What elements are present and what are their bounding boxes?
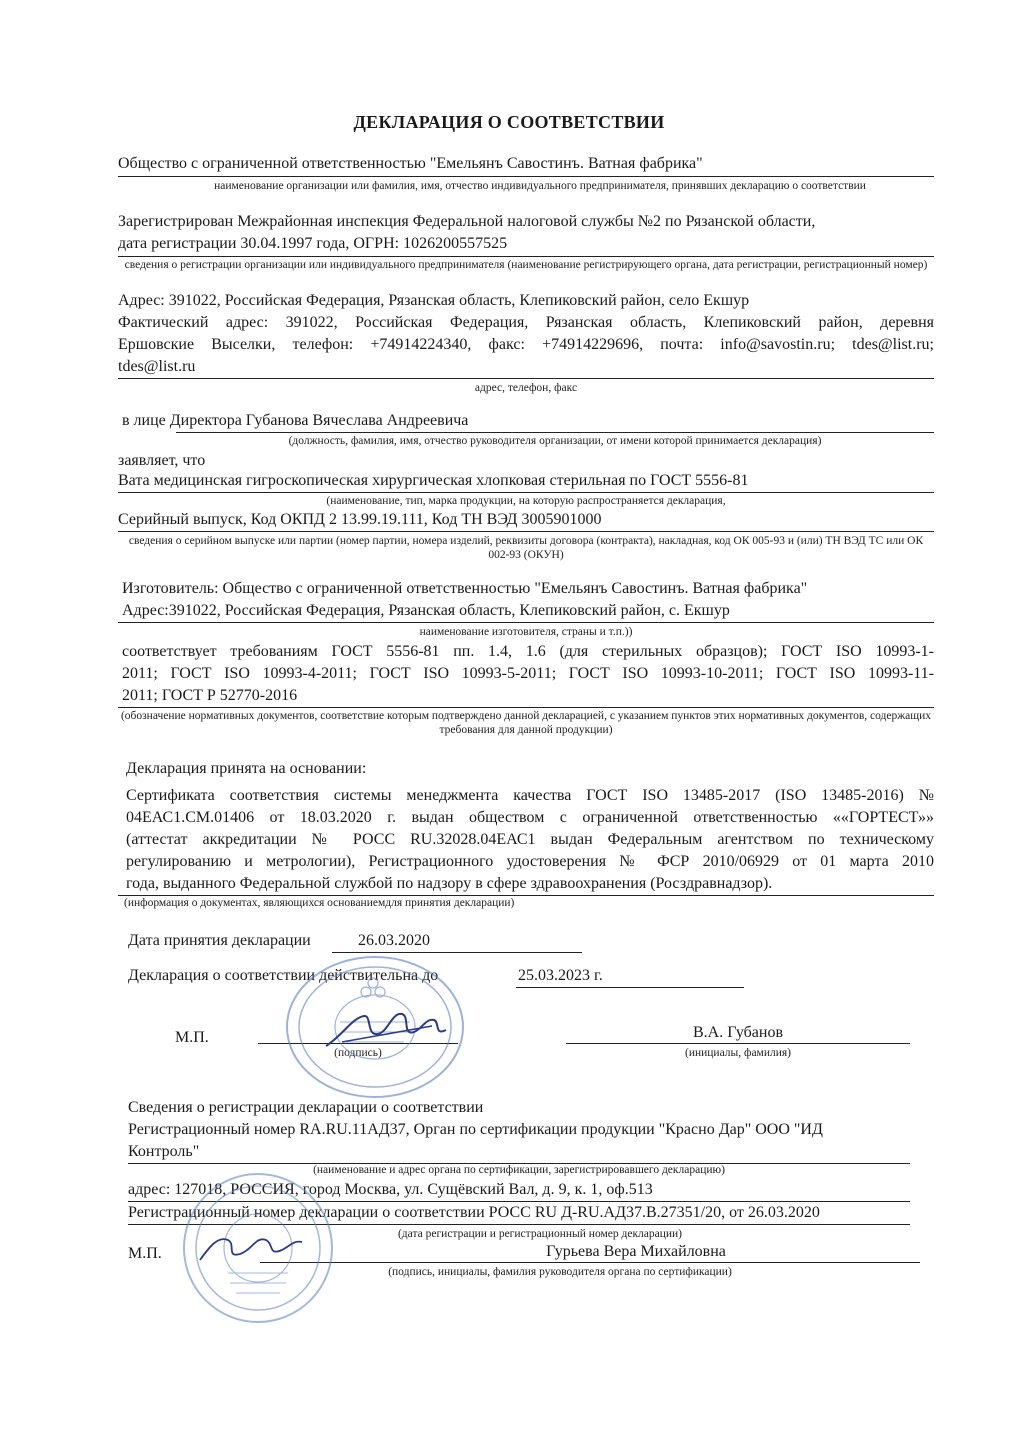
registration-info-caption-1: (наименование и адрес органа по сертификации, зарегистрировавшего декларацию): [313, 1164, 725, 1176]
basis-heading: Декларация принята на основании:: [126, 760, 367, 777]
signature-caption: (подпись): [334, 1047, 382, 1059]
registration-line-2: дата регистрации 30.04.1997 года, ОГРН: 1026200557525: [118, 235, 508, 252]
compliance-line-3: 2011; ГОСТ Р 52770-2016: [122, 687, 298, 704]
representative: в лице Директора Губанова Вячеслава Андреевича: [122, 412, 469, 429]
registration-line-1: Зарегистрирован Межрайонная инспекция Федеральной налоговой службы №2 по Рязанской области,: [118, 213, 816, 230]
manufacturer-line-1: Изготовитель: Общество с ограниченной ответственностью "Емельянъ Савостинъ. Ватная фабрика": [122, 580, 808, 597]
product-name: Вата медицинская гигроскопическая хирургическая хлопковая стерильная по ГОСТ 5556-81: [118, 472, 749, 489]
compliance-line-2: 2011; ГОСТ ISO 10993-4-2011; ГОСТ ISO 10993-5-2011; ГОСТ ISO 10993-10-2011; ГОСТ ISO 10993-11-: [122, 665, 934, 682]
basis-line-5: года, выданного Федеральной службой по надзору в сфере здравоохранения (Росздравнадзор).: [126, 875, 773, 892]
valid-until-label: Декларация о соответствии действительна до: [128, 967, 439, 984]
stamp-place-label: М.П.: [175, 1029, 209, 1046]
manufacturer-caption: наименование изготовителя, страны и т.п.)): [419, 626, 633, 638]
certification-head-name: Гурьева Вера Михайловна: [546, 1243, 726, 1260]
registration-info-line-1: Регистрационный номер RA.RU.11АД37, Орган по сертификации продукции "Красно Дар" ООО "ИД: [128, 1121, 823, 1138]
representative-caption: (должность, фамилия, имя, отчество руководителя организации, от имени которой принимается декларация): [288, 435, 822, 447]
manufacturer-line-2: Адрес:391022, Российская Федерация, Рязанская область, Клепиковский район, с. Екшур: [122, 602, 730, 619]
basis-line-4: регулированию и метрологии), Регистрационного удостоверения № ФСР 2010/06929 от 01 марта 2010: [126, 853, 934, 870]
divider: [118, 707, 934, 708]
stamp-place-label-2: М.П.: [128, 1245, 162, 1262]
compliance-line-1: соответствует требованиям ГОСТ 5556-81 пп. 1.4, 1.6 (для стерильных образцов); ГОСТ ISO 10993-1-: [122, 643, 934, 660]
basis-caption: (информация о документах, являющихся основаниемдля принятия декларации): [124, 897, 515, 909]
signer-name-caption: (инициалы, фамилия): [684, 1047, 792, 1059]
document-title: ДЕКЛАРАЦИЯ О СООТВЕТСТВИИ: [353, 112, 665, 132]
director-signature: [322, 1006, 452, 1054]
signer-name: В.А. Губанов: [692, 1024, 783, 1041]
address-line-1: Адрес: 391022, Российская Федерация, Рязанская область, Клепиковский район, село Екшур: [118, 292, 750, 309]
applicant-name-caption: наименование организации или фамилия, имя, отчество индивидуального предпринимателя, принявших декларацию о соответствии: [214, 180, 866, 192]
declaration-reg-number: Регистрационный номер декларации о соответствии РОСС RU Д-RU.АД37.В.27351/20, от 26.03.2020: [128, 1204, 820, 1221]
accepted-date-label: Дата принятия декларации: [128, 932, 311, 949]
product-name-caption: (наименование, тип, марка продукции, на которую распространяется декларация,: [326, 495, 726, 507]
address-line-3: Ершовские Выселки, телефон: +74914224340, факс: +74914229696, почта: info@savostin.ru; tdes@list.ru;: [118, 336, 934, 353]
applicant-name: Общество с ограниченной ответственностью "Емельянъ Савостинъ. Ватная фабрика": [118, 155, 703, 172]
divider: [118, 492, 934, 493]
product-serial: Серийный выпуск, Код ОКПД 2 13.99.19.111, Код ТН ВЭД 3005901000: [118, 511, 602, 528]
divider: [118, 531, 934, 532]
declares-text: заявляет, что: [118, 452, 206, 469]
address-line-2: Фактический адрес: 391022, Российская Федерация, Рязанская область, Клепиковский район, деревня: [118, 314, 934, 331]
divider: [516, 987, 744, 988]
registration-info-line-2: Контроль": [128, 1143, 200, 1160]
registration-info-caption-3: (подпись, инициалы, фамилия руководителя органа по сертификации): [388, 1266, 732, 1278]
divider: [118, 256, 934, 257]
divider: [118, 622, 934, 623]
compliance-caption: (обозначение нормативных документов, соответствие которым подтверждено данной декларацией, с указанием пунктов этих нормативных документов, содержащих требования для данной продукции): [120, 710, 932, 736]
registration-info-heading: Сведения о регистрации декларации о соответствии: [128, 1099, 484, 1116]
basis-line-1: Сертификата соответствия системы менеджмента качества ГОСТ ISO 13485-2017 (ISO 13485-2016) №: [126, 787, 934, 804]
product-serial-caption: сведения о серийном выпуске или партии (номер партии, номера изделий, реквизиты договора (контракта), накладная, код ОК 005-93 и (или) ТН ВЭД ТС или ОК 002-93 (ОКУН): [128, 535, 924, 561]
basis-line-2: 04ЕАС1.СМ.01406 от 18.03.2020 г. выдан обществом с ограниченной ответственностью ««ГОРТЕСТ»»: [126, 809, 934, 826]
basis-line-3: (аттестат аккредитации № РОСС RU.32028.04ЕАС1 выдан Федеральным агентством по техническому: [126, 831, 934, 848]
address-line-4: tdes@list.ru: [118, 358, 196, 375]
registration-info-caption-2: (дата регистрации и регистрационный номер декларации): [397, 1228, 683, 1240]
certification-body-address: адрес: 127018, РОССИЯ, город Москва, ул. Сущёвский Вал, д. 9, к. 1, оф.513: [128, 1181, 653, 1198]
registration-caption: сведения о регистрации организации или индивидуального предпринимателя (наименование регистрирующего органа, дата регистрации, регистрационный номер): [124, 259, 928, 271]
certification-head-signature: [196, 1226, 306, 1270]
divider: [118, 378, 934, 379]
divider: [566, 1043, 910, 1044]
divider: [176, 432, 934, 433]
divider: [118, 176, 934, 177]
valid-until-value: 25.03.2023 г.: [518, 967, 603, 984]
divider: [260, 1262, 920, 1263]
accepted-date-value: 26.03.2020: [358, 932, 430, 949]
address-caption: адрес, телефон, факс: [474, 382, 578, 394]
